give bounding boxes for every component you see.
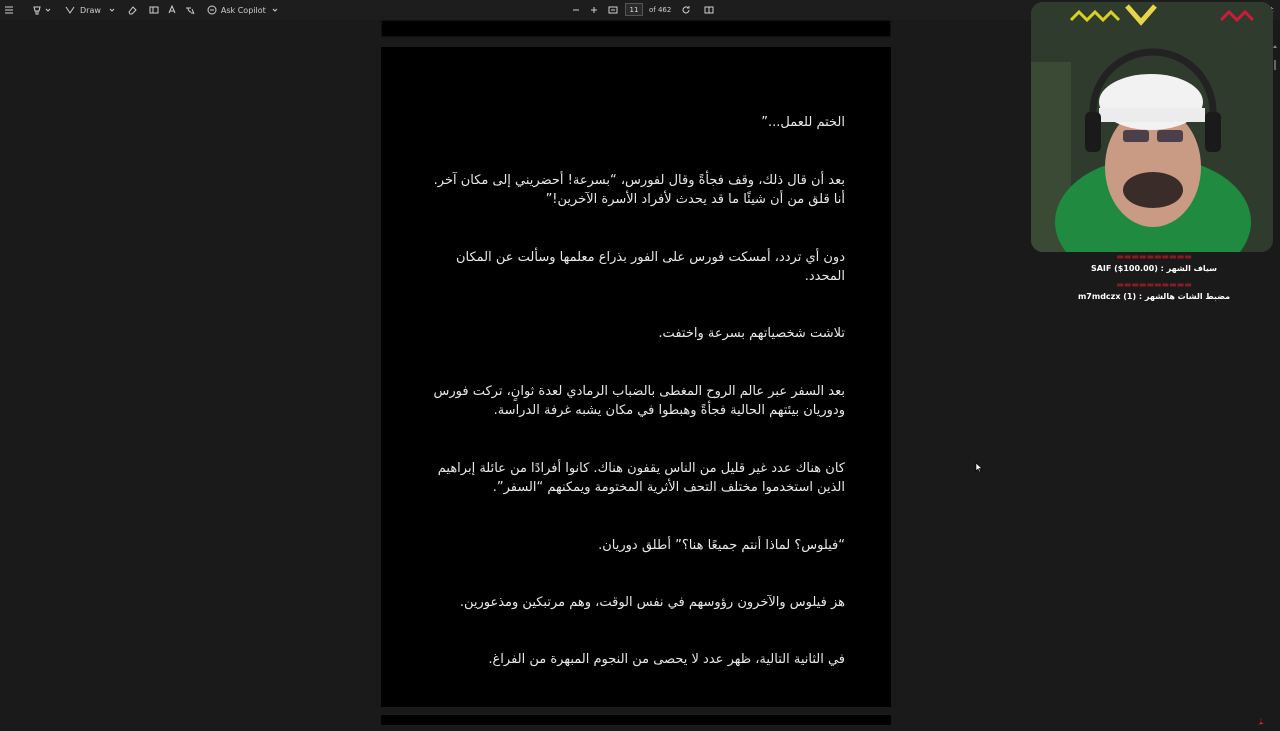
page-view-button[interactable]: [700, 0, 718, 20]
minus-icon: [572, 6, 580, 14]
chat-line: سياف الشهر : SAIF ($100.00): [1090, 264, 1218, 273]
current-page: [381, 47, 891, 707]
chevron-down-icon: [272, 7, 278, 13]
previous-page: [381, 20, 891, 37]
plus-icon: [590, 6, 598, 14]
paragraph: الختم للعمل...”: [761, 115, 845, 130]
highlight-button[interactable]: [28, 0, 55, 20]
zoom-in-button[interactable]: [586, 0, 602, 20]
pen-icon: [65, 5, 75, 15]
draw-label: Draw: [80, 5, 101, 15]
paragraph: بعد أن قال ذلك، وقف فجأةً وقال لفورس، “بسرعة! أحضريني إلى مكان آخر. أنا قلق من أن شيئًا ما قد يحدث لأفراد الأسرة الآخرين!”: [433, 173, 845, 207]
contents-button[interactable]: [0, 0, 18, 20]
fit-page-button[interactable]: [604, 0, 622, 20]
chat-line: مضبط الشات هالشهر : m7mdczx (1): [1077, 292, 1231, 301]
text-box-icon: [149, 5, 159, 15]
pdf-icon: [1256, 712, 1266, 722]
erase-button[interactable]: [123, 0, 141, 20]
chevron-down-icon: [45, 7, 51, 13]
translate-icon: [185, 5, 195, 15]
page-total: of 462: [649, 6, 672, 14]
chevron-down-icon: [109, 7, 115, 13]
read-aloud-icon: [167, 5, 177, 15]
mouse-cursor-icon: [975, 458, 983, 477]
streamer-webcam-icon: [1031, 2, 1273, 252]
paragraph: “فيلوس؟ لماذا أنتم جميعًا هنا؟” أطلق دوريان.: [598, 538, 845, 553]
page-view-icon: [704, 5, 714, 15]
read-aloud-button[interactable]: [163, 0, 181, 20]
page-number-input[interactable]: 11: [625, 3, 643, 16]
text-box-button[interactable]: [145, 0, 163, 20]
paragraph: هز فيلوس والآخرون رؤوسهم في نفس الوقت، وهم مرتبكين ومذعورين.: [459, 595, 845, 610]
ask-copilot-button[interactable]: [203, 0, 282, 20]
paragraph: بعد السفر عبر عالم الروح المغطى بالضباب الرمادي لعدة ثوانٍ، تركت فورس ودوريان بيئتهم الحالية فجأةً وهبطوا في مكان يشبه غرفة الدراسة.: [433, 384, 845, 418]
zoom-out-button[interactable]: [568, 0, 584, 20]
copilot-icon: [207, 5, 217, 15]
rotate-button[interactable]: [677, 0, 695, 20]
translate-button[interactable]: [181, 0, 199, 20]
chat-line-faded: ▬▬▬▬▬▬▬▬▬▬: [1116, 280, 1192, 289]
rotate-icon: [681, 5, 691, 15]
highlighter-icon: [32, 5, 42, 15]
chat-line-faded: ▬▬▬▬▬▬▬▬▬▬: [1116, 252, 1192, 261]
eraser-icon: [127, 5, 137, 15]
next-page: [381, 715, 891, 725]
draw-button[interactable]: [61, 0, 119, 20]
webcam-overlay: [1031, 2, 1273, 252]
paragraph: كان هناك عدد غير قليل من الناس يقفون هناك. كانوا أفرادًا من عائلة إبراهيم الذين استخدموا مختلف التحف الأثرية المختومة ويمكنهم “السفر”.: [437, 461, 845, 495]
ask-copilot-label: Ask Copilot: [220, 5, 266, 15]
list-icon: [4, 5, 14, 15]
fit-page-icon: [608, 5, 618, 15]
paragraph: تلاشت شخصياتهم بسرعة واختفت.: [658, 326, 845, 341]
paragraph: دون أي تردد، أمسكت فورس على الفور بذراع معلمها وسألت عن المكان المحدد.: [455, 250, 845, 284]
paragraph: في الثانية التالية، ظهر عدد لا يحصى من النجوم المبهرة من الفراغ.: [488, 652, 845, 667]
stream-chat-overlay: [1066, 252, 1242, 306]
